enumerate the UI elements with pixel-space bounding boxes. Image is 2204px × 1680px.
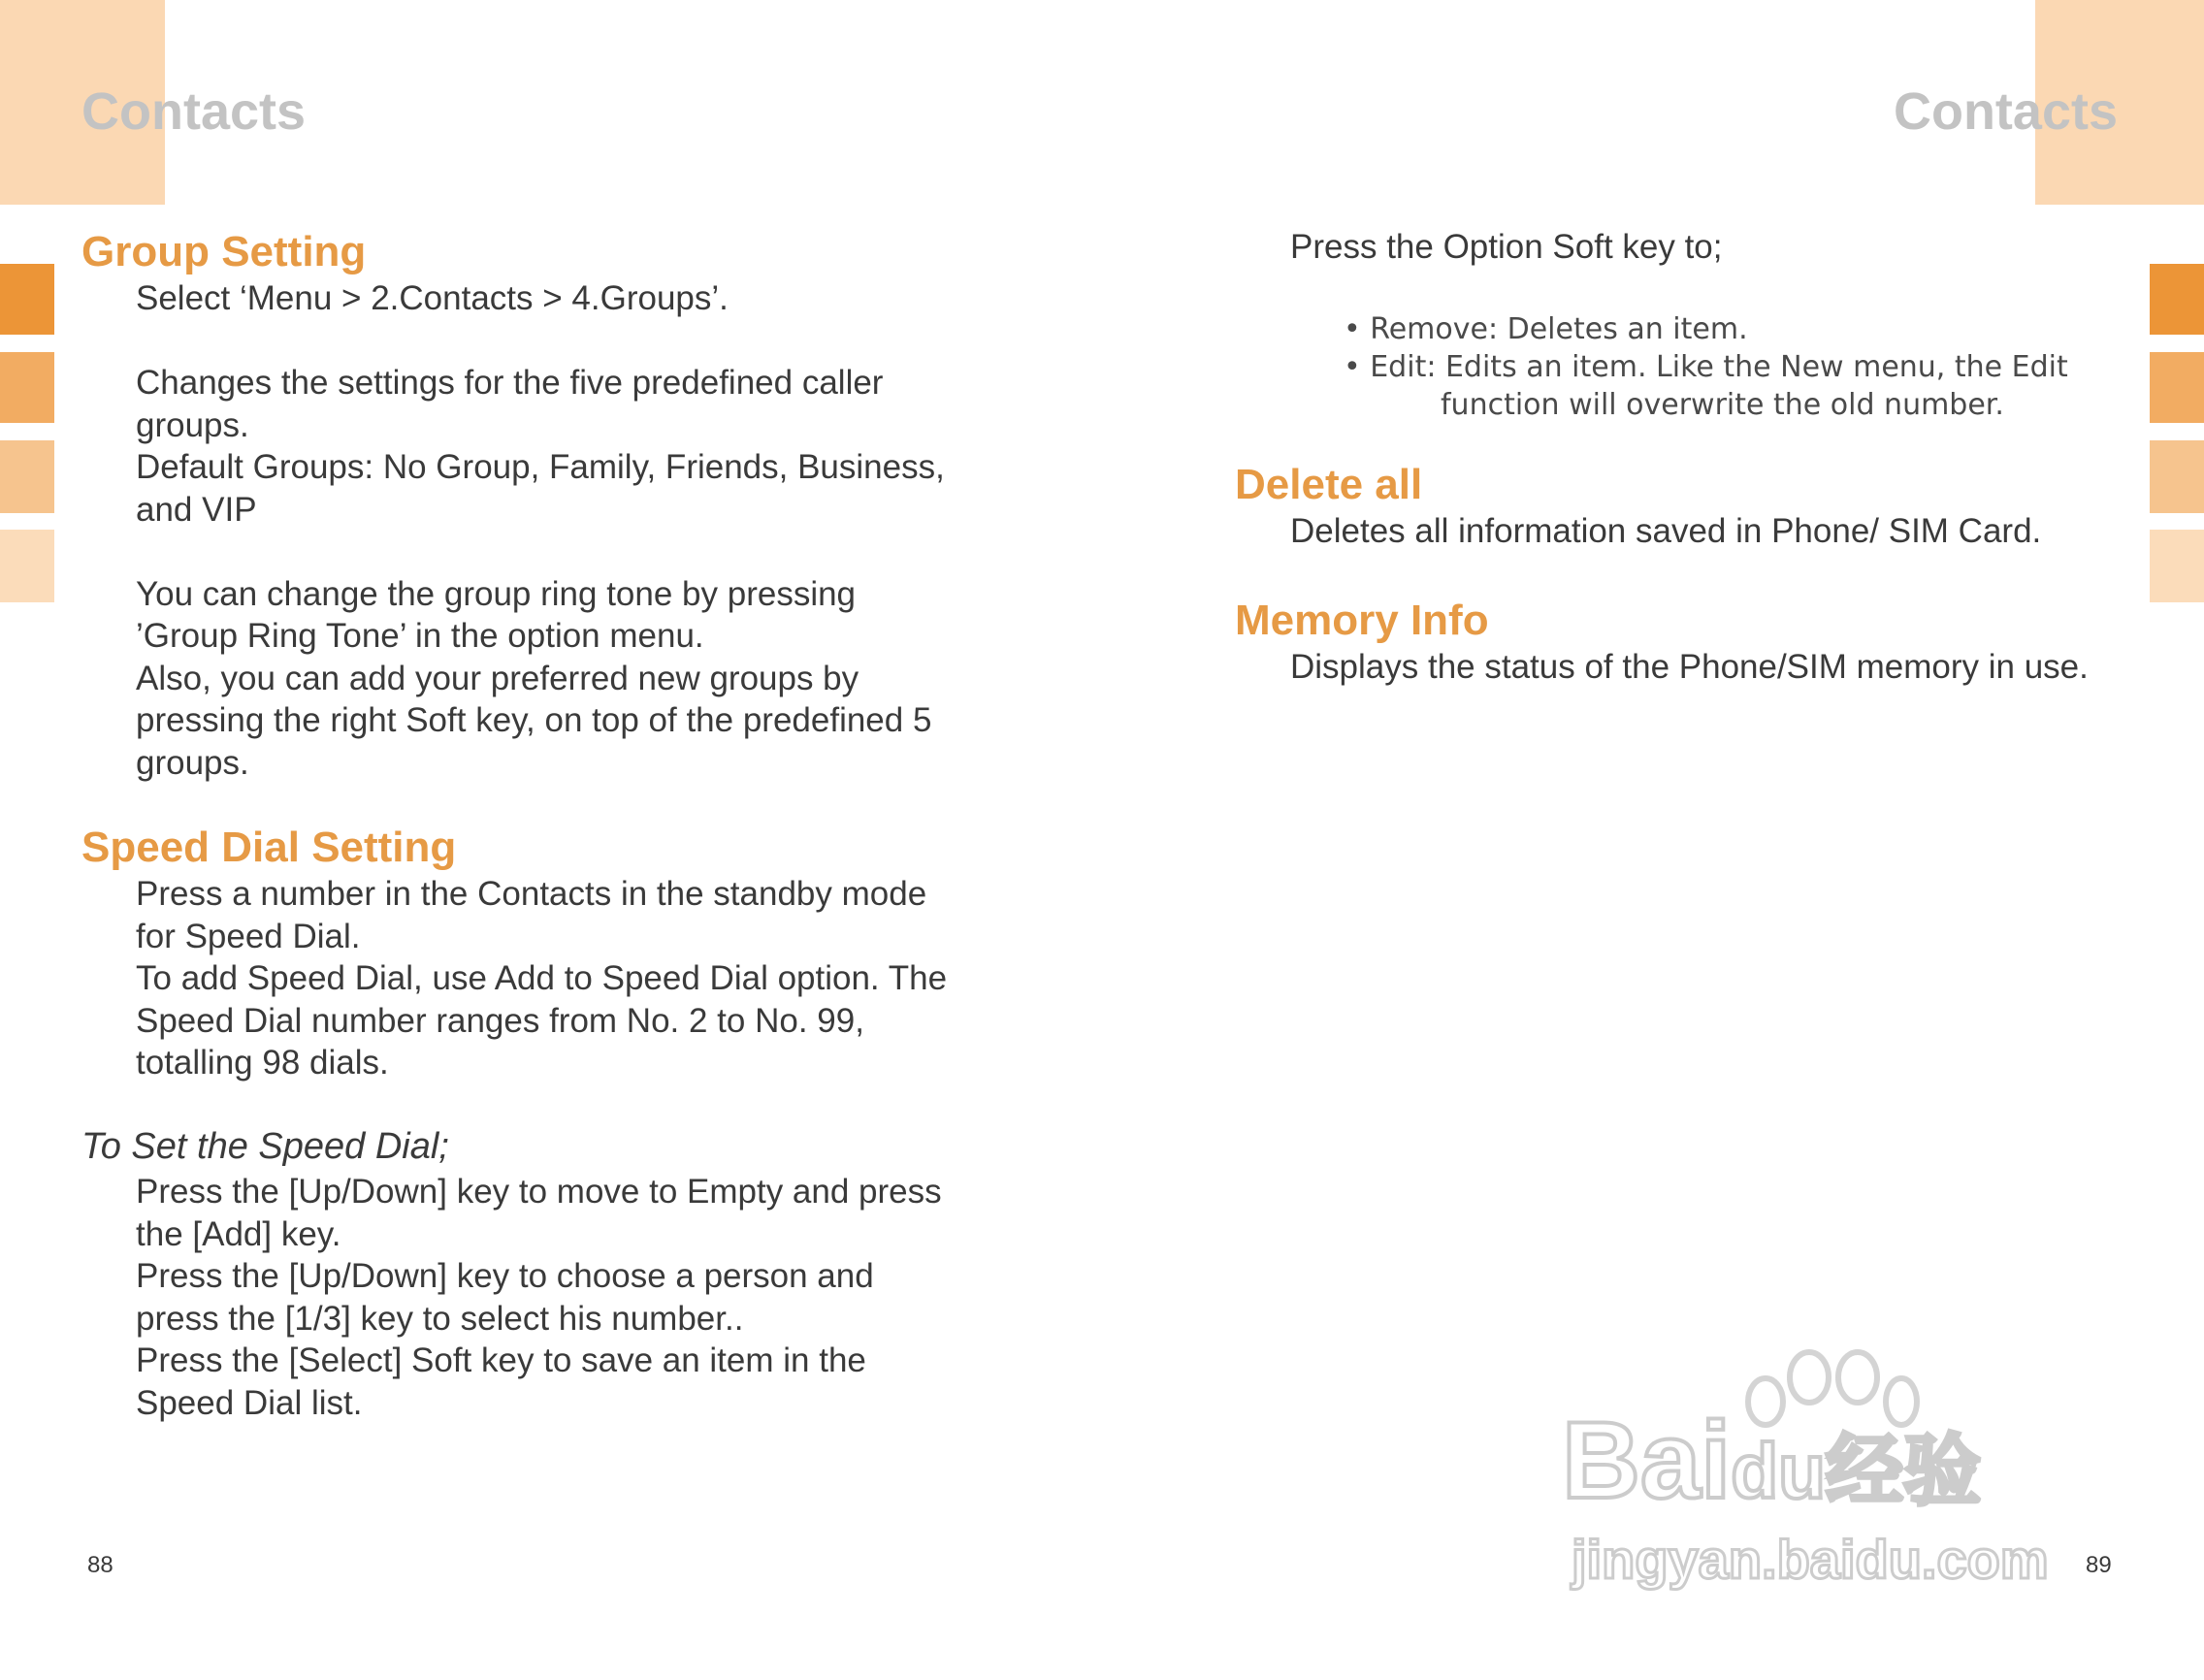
left-tab-1 [0, 264, 54, 335]
delete-all-heading: Delete all [1235, 461, 1423, 508]
text-line: the [Add] key. [136, 1214, 341, 1253]
watermark-brand: Bai [1562, 1400, 1732, 1521]
text-line: Select ‘Menu > 2.Contacts > 4.Groups’. [136, 279, 729, 317]
watermark-brand-du: du [1731, 1428, 1827, 1514]
text-line: Also, you can add your preferred new groups by [136, 659, 859, 697]
left-page-number: 88 [87, 1552, 113, 1578]
group-setting-body [136, 277, 945, 784]
right-tab-3 [2150, 440, 2204, 513]
text-line: To add Speed Dial, use Add to Speed Dial option. The [136, 959, 948, 997]
text-line: Press the [Up/Down] key to choose a person and [136, 1257, 874, 1295]
set-speed-dial-heading: To Set the Speed Dial; [81, 1126, 449, 1167]
text-line: Press the [Up/Down] key to move to Empty and press [136, 1173, 942, 1211]
text-line: pressing the right Soft key, on top of the predefined 5 [136, 701, 932, 739]
baidu-watermark [1562, 1348, 2076, 1600]
text-line: ’Group Ring Tone’ in the option menu. [136, 617, 704, 655]
option-intro: Press the Option Soft key to; [1290, 228, 1723, 266]
bullet-edit-continued: function will overwrite the old number. [1441, 388, 2004, 422]
right-page-number: 89 [2086, 1552, 2112, 1578]
left-tab-3 [0, 440, 54, 513]
text-line: totalling 98 dials. [136, 1044, 389, 1082]
delete-all-text: Deletes all information saved in Phone/ SIM Card. [1290, 512, 2042, 550]
speed-dial-body [136, 873, 947, 1084]
bullet-remove: • Remove: Deletes an item. [1344, 312, 1748, 346]
text-line: You can change the group ring tone by pressing [136, 574, 857, 613]
text-line: Default Groups: No Group, Family, Friends, Business, [136, 448, 945, 486]
watermark-cn: 经验 [1826, 1426, 1982, 1516]
text-line [136, 531, 945, 573]
text-line: Changes the settings for the five predefined caller [136, 364, 884, 402]
text-line: groups. [136, 405, 249, 444]
text-line: press the [1/3] key to select his number.. [136, 1299, 744, 1338]
left-tab-4 [0, 530, 54, 602]
memory-info-heading: Memory Info [1235, 597, 1489, 644]
bullet-edit: • Edit: Edits an item. Like the New menu, the Edit [1344, 350, 2068, 384]
text-line: Press the [Select] Soft key to save an item in the [136, 1341, 866, 1379]
speed-dial-heading: Speed Dial Setting [81, 824, 457, 871]
text-line [136, 320, 945, 363]
right-tab-1 [2150, 264, 2204, 335]
text-line: Speed Dial list. [136, 1383, 363, 1422]
right-tab-4 [2150, 530, 2204, 602]
text-line: Speed Dial number ranges from No. 2 to No. 99, [136, 1001, 864, 1040]
right-page-header: Contacts [1893, 82, 2118, 141]
left-page-header: Contacts [81, 82, 307, 141]
watermark-url: jingyan.baidu.com [1572, 1529, 2049, 1590]
set-speed-dial-body [136, 1171, 942, 1424]
right-tab-2 [2150, 352, 2204, 423]
left-tab-2 [0, 352, 54, 423]
option-bullets [1344, 310, 2068, 424]
memory-info-text: Displays the status of the Phone/SIM memory in use. [1290, 648, 2089, 686]
text-line: Press a number in the Contacts in the standby mode [136, 875, 927, 913]
group-setting-heading: Group Setting [81, 228, 367, 275]
text-line: groups. [136, 743, 249, 782]
text-line: for Speed Dial. [136, 917, 361, 955]
text-line: and VIP [136, 490, 257, 529]
